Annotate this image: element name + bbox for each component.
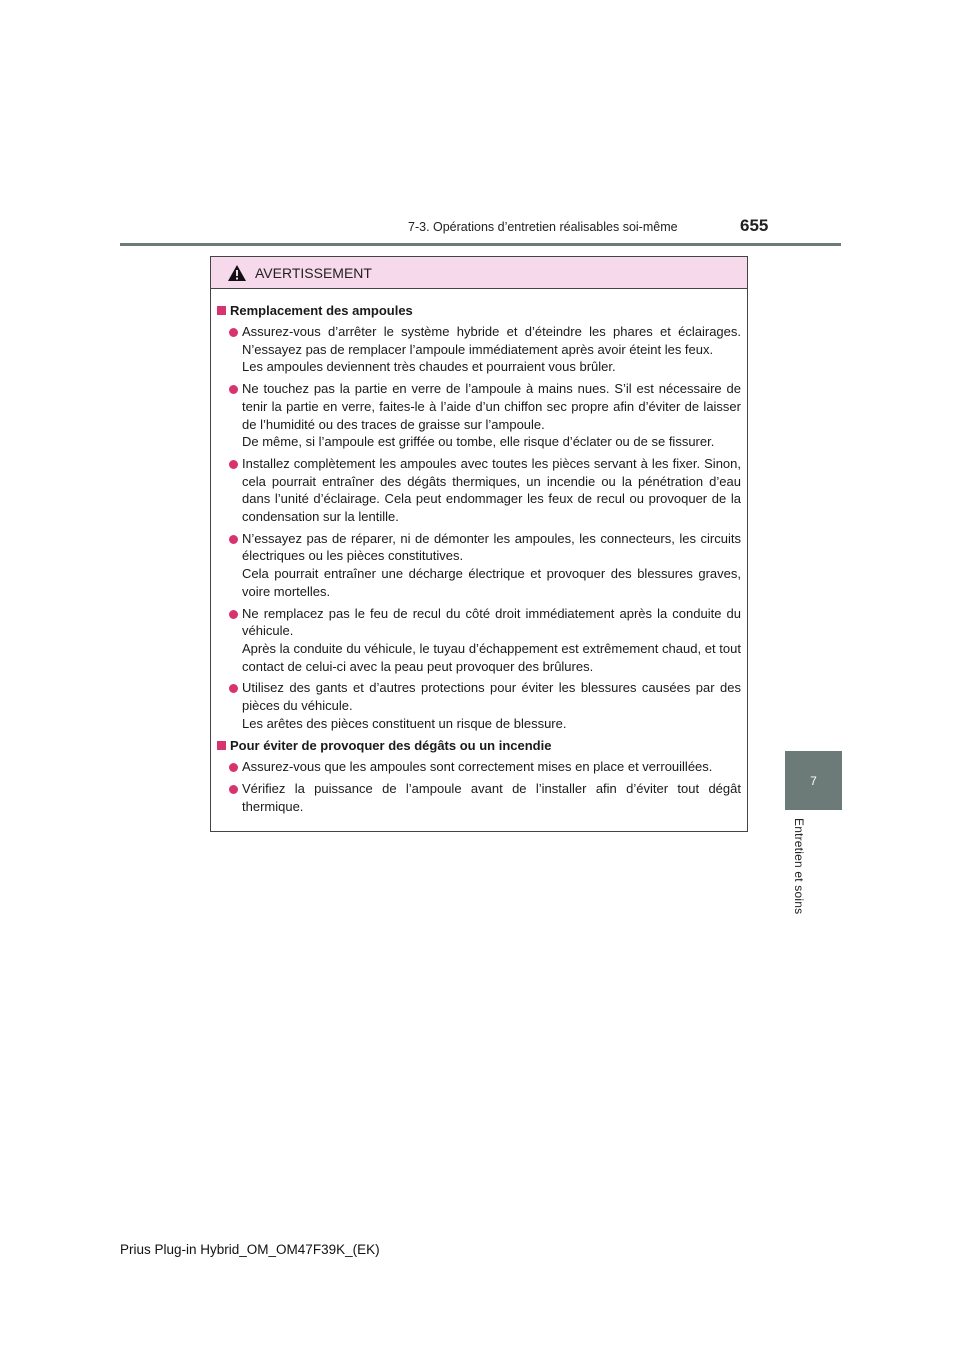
square-bullet-icon <box>217 306 226 315</box>
circle-bullet-icon <box>229 763 238 772</box>
warning-body <box>211 289 747 816</box>
item-paragraph: N’essayez pas de réparer, ni de démonter les ampoules, les connecteurs, les circuits électriques ou les pièces constitutives. <box>242 530 741 564</box>
item-paragraph: Après la conduite du véhicule, le tuyau d’échappement est extrêmement chaud, et tout contact de celui-ci avec la peau peut provoquer des brûlures. <box>242 640 741 674</box>
warning-section-title <box>217 736 741 755</box>
page-number: 655 <box>740 216 769 235</box>
list-item <box>217 530 741 601</box>
circle-bullet-icon <box>229 328 238 337</box>
item-paragraph: Ne touchez pas la partie en verre de l’ampoule à mains nues. S’il est nécessaire de tenir la partie en verre, faites-le à l’aide d’un chiffon sec propre afin d’éviter de laisser de l’humidité ou des traces de graisse sur l’ampoule. <box>242 381 741 432</box>
warning-header <box>211 257 747 289</box>
list-item <box>217 380 741 451</box>
item-paragraph: Ne remplacez pas le feu de recul du côté droit immédiatement après la conduite du véhicule. <box>242 605 741 639</box>
chapter-title: Entretien et soins <box>792 818 806 915</box>
section-title-text: Pour éviter de provoquer des dégâts ou un incendie <box>230 738 552 754</box>
item-paragraph: De même, si l’ampoule est griffée ou tombe, elle risque d’éclater ou de se fissurer. <box>242 434 715 450</box>
header-rule <box>120 243 841 246</box>
circle-bullet-icon <box>229 460 238 469</box>
warning-section-title <box>217 301 741 320</box>
list-item <box>217 605 741 676</box>
list-item <box>217 323 741 376</box>
warning-box <box>210 256 748 832</box>
list-item <box>217 758 741 776</box>
list-item <box>217 780 741 815</box>
item-paragraph: Installez complètement les ampoules avec toutes les pièces servant à les fixer. Sinon, cela pourrait entraîner des dégâts thermiques, un incendie ou la pénétration d’eau dans l’unité d’éclairage. Cela peut endommager les feux de recul ou provoquer de la condensation sur la lentille. <box>242 455 741 525</box>
item-paragraph: Les arêtes des pièces constituent un risque de blessure. <box>242 715 567 731</box>
item-paragraph: Assurez-vous que les ampoules sont correctement mises en place et verrouillées. <box>242 759 713 775</box>
square-bullet-icon <box>217 741 226 750</box>
list-item <box>217 455 741 526</box>
section-title: 7-3. Opérations d’entretien réalisables soi-même <box>408 220 678 234</box>
chapter-number: 7 <box>810 773 817 788</box>
warning-triangle-icon <box>227 264 247 282</box>
circle-bullet-icon <box>229 684 238 693</box>
circle-bullet-icon <box>229 785 238 794</box>
circle-bullet-icon <box>229 610 238 619</box>
item-paragraph: Assurez-vous d’arrêter le système hybride et d’éteindre les phares et éclairages. N’essayez pas de remplacer l’ampoule immédiatement après avoir éteint les feux. <box>242 324 741 357</box>
circle-bullet-icon <box>229 385 238 394</box>
item-paragraph: Utilisez des gants et d’autres protections pour éviter les blessures causées par des pièces du véhicule. <box>242 680 741 714</box>
item-paragraph: Cela pourrait entraîner une décharge électrique et provoquer des blessures graves, voire mortelles. <box>242 566 741 599</box>
item-paragraph: Les ampoules deviennent très chaudes et pourraient vous brûler. <box>242 359 616 375</box>
list-item <box>217 679 741 732</box>
section-title-text: Remplacement des ampoules <box>230 303 413 318</box>
circle-bullet-icon <box>229 535 238 544</box>
chapter-tab <box>785 751 842 810</box>
item-paragraph: Vérifiez la puissance de l’ampoule avant de l’installer afin d’éviter tout dégât thermique. <box>242 781 741 814</box>
document-footer: Prius Plug-in Hybrid_OM_OM47F39K_(EK) <box>120 1242 380 1257</box>
warning-title: AVERTISSEMENT <box>255 264 372 281</box>
